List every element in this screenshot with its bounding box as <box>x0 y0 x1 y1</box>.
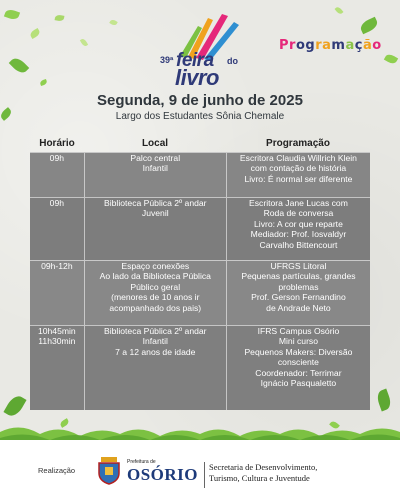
cell-line: problemas <box>278 281 319 292</box>
table-row <box>30 197 370 260</box>
cell-line: Escritora Claudia Willrich Klein <box>239 153 357 163</box>
cell-time-text <box>41 261 73 325</box>
secretaria <box>209 462 317 484</box>
cell-line: Ao lado da Biblioteca Pública <box>99 271 211 282</box>
cell-program <box>227 198 370 260</box>
cell-line: 09h <box>49 153 65 163</box>
logo-livro: livro <box>175 65 219 90</box>
cell-place <box>85 261 227 325</box>
cell-line: (menores de 10 anos ir <box>111 292 200 303</box>
cell-line: Ignácio Pasqualetto <box>260 378 337 389</box>
cell-line: Infantil <box>142 336 168 347</box>
table-header <box>30 135 370 152</box>
cell-line: consciente <box>277 357 319 368</box>
cell-line: UFRGS Litoral <box>270 261 327 271</box>
programacao-letter: ã <box>362 38 373 53</box>
cell-line: de Andrade Neto <box>266 302 331 313</box>
cell-time <box>30 153 85 197</box>
cell-line: 11h30min <box>38 336 76 347</box>
city-crest-icon <box>96 455 122 485</box>
cell-time-text <box>38 326 76 410</box>
cell-program-text <box>244 326 352 410</box>
cell-line: Juvenil <box>141 208 169 219</box>
footer-divider <box>204 462 205 488</box>
logo-do: do <box>227 56 238 66</box>
cell-place <box>85 326 227 410</box>
cell-line: com contação de história <box>250 163 347 174</box>
programacao-letter: P <box>279 38 290 53</box>
city-name: OSÓRIO <box>127 465 199 484</box>
programacao-label <box>279 38 382 53</box>
cell-program <box>227 261 370 325</box>
cell-place <box>85 198 227 260</box>
cell-line: Público geral <box>130 281 181 292</box>
cell-program <box>227 153 370 197</box>
cell-line: 09h <box>49 198 65 208</box>
cell-place-text <box>130 153 180 197</box>
table-row <box>30 260 370 325</box>
cell-line: Pequenos Makers: Diversão <box>244 346 353 357</box>
cell-time-text <box>50 198 64 260</box>
cell-line: IFRS Campus Osório <box>257 326 340 336</box>
logo-edition: 39ª <box>160 55 174 65</box>
cell-place-text <box>100 261 211 325</box>
cell-line: Prof. Gerson Fernandino <box>251 292 346 303</box>
cell-line: Carvalho Bittencourt <box>259 239 338 250</box>
cell-program-text <box>241 261 355 325</box>
programacao-letter: r <box>315 38 323 53</box>
cell-line: Biblioteca Pública 2º andar <box>104 326 207 336</box>
table-row <box>30 325 370 410</box>
cell-line: Infantil <box>142 163 168 174</box>
schedule-table <box>30 135 370 410</box>
cell-time <box>30 326 85 410</box>
logo-feira: feira <box>176 50 214 71</box>
cell-line: Livro: A cor que reparte <box>254 218 343 229</box>
cell-line: Pequenas partículas, grandes <box>241 271 356 282</box>
cell-program-text <box>249 198 348 260</box>
table-row <box>30 152 370 197</box>
cell-line: Palco central <box>130 153 181 163</box>
date-title: Segunda, 9 de junho de 2025 <box>97 92 303 109</box>
location: Largo dos Estudantes Sônia Chemale <box>115 111 285 122</box>
programacao-letter: r <box>289 38 296 53</box>
cell-line: acompanhado dos pais) <box>109 302 202 313</box>
programacao-letter: o <box>372 38 382 53</box>
header-place: Local <box>141 138 169 149</box>
cell-line: Escritora Jane Lucas com <box>249 198 348 208</box>
secretaria-line: Secretaria de Desenvolvimento, <box>209 462 318 472</box>
cell-line: 09h-12h <box>41 261 73 271</box>
cell-line: Roda de conversa <box>263 208 334 219</box>
cell-time-text <box>50 153 64 197</box>
cell-line: 7 a 12 anos de idade <box>115 346 196 357</box>
cell-line: Mini curso <box>278 336 319 347</box>
realizacao-label: Realização <box>38 466 76 475</box>
cell-line: Biblioteca Pública 2º andar <box>104 198 207 208</box>
programacao-letter: a <box>322 38 332 53</box>
cell-place-text <box>104 198 207 260</box>
cell-program <box>227 326 370 410</box>
cell-line: 10h45min <box>37 326 76 336</box>
cell-time <box>30 261 85 325</box>
cell-line: Livro: É normal ser diferente <box>244 173 353 184</box>
cell-line: Coordenador: Terrimar <box>255 367 342 378</box>
cell-line: Mediador: Prof. Iosvaldyr <box>250 229 347 240</box>
cell-time <box>30 198 85 260</box>
programacao-letter: a <box>345 38 355 53</box>
header-time: Horário <box>39 138 75 149</box>
cell-place-text <box>104 326 207 410</box>
programacao-letter: g <box>305 38 316 53</box>
programacao-letter: ç <box>354 38 363 53</box>
secretaria-line: Turismo, Cultura e Juventude <box>209 473 310 484</box>
cell-line: Espaço conexões <box>121 261 190 271</box>
header-program: Programação <box>266 138 330 149</box>
cell-program-text <box>240 153 357 197</box>
cell-place <box>85 153 227 197</box>
programacao-letter: m <box>331 38 346 53</box>
prefeitura-label: Prefeitura de <box>127 459 156 465</box>
programacao-letter: o <box>295 38 306 53</box>
